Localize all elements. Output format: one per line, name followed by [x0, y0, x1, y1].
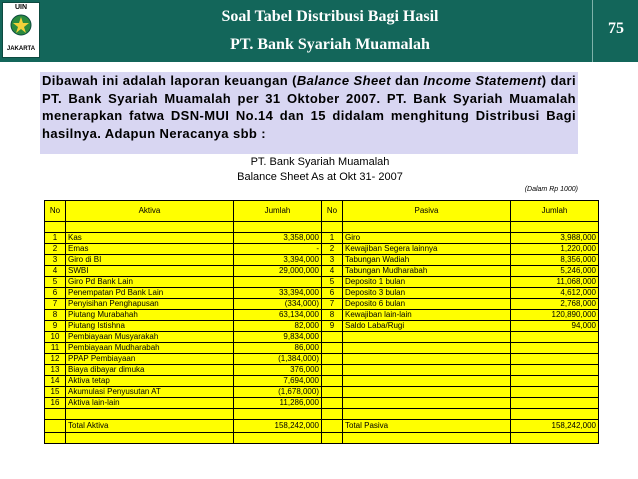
- row-aktiva: Penyisihan Penghapusan: [66, 299, 234, 310]
- row-aktiva: Kas: [66, 233, 234, 244]
- row-aktiva: Piutang Istishna: [66, 321, 234, 332]
- row-no-pasiva: 8: [322, 310, 343, 321]
- row-no-pasiva: 1: [322, 233, 343, 244]
- balance-sheet-table: [44, 200, 599, 444]
- row-aktiva: Emas: [66, 244, 234, 255]
- row-no-pasiva: 4: [322, 266, 343, 277]
- row-jumlah-pasiva: 1,220,000: [511, 244, 599, 255]
- row-jumlah-pasiva: 120,890,000: [511, 310, 599, 321]
- balance-sheet-date: Balance Sheet As at Okt 31- 2007: [237, 171, 403, 183]
- row-pasiva: Deposito 6 bulan: [343, 299, 511, 310]
- row-pasiva: [343, 376, 511, 387]
- row-no-aktiva: 2: [45, 244, 66, 255]
- header-aktiva: Aktiva: [66, 201, 234, 222]
- row-jumlah-aktiva: 29,000,000: [234, 266, 322, 277]
- row-jumlah-pasiva: [511, 398, 599, 409]
- row-aktiva: Giro di BI: [66, 255, 234, 266]
- emblem-icon: [10, 14, 32, 36]
- slide-title-line1: Soal Tabel Distribusi Bagi Hasil: [221, 8, 439, 25]
- row-jumlah-pasiva: [511, 376, 599, 387]
- row-pasiva: Deposito 1 bulan: [343, 277, 511, 288]
- row-jumlah-aktiva: 376,000: [234, 365, 322, 376]
- row-no-pasiva: [322, 343, 343, 354]
- currency-unit-note: (Dalam Rp 1000): [524, 186, 578, 193]
- table-row: [45, 398, 599, 409]
- row-jumlah-aktiva: (1,678,000): [234, 387, 322, 398]
- row-aktiva: Akumulasi Penyusutan AT: [66, 387, 234, 398]
- table-row: [45, 310, 599, 321]
- table-row: [45, 332, 599, 343]
- row-aktiva: Aktiva tetap: [66, 376, 234, 387]
- total-aktiva-value: 158,242,000: [234, 420, 322, 433]
- logo-top-text: UIN: [14, 4, 28, 11]
- row-no-aktiva: 13: [45, 365, 66, 376]
- row-jumlah-aktiva: (1,384,000): [234, 354, 322, 365]
- row-no-aktiva: 16: [45, 398, 66, 409]
- table-row: [45, 376, 599, 387]
- table-row: [45, 343, 599, 354]
- intro-text-end: ) dari PT. Bank Syariah Muamalah per 31 Oktober 2007. PT. Bank Syariah Muamalah menerapkan fatwa DSN-MUI No.14 dan 15 didalam menghitung Distribusi Bagi hasilnya. Adapun Neracanya sbb :: [42, 73, 577, 141]
- intro-text-start: Dibawah ini adalah laporan keuangan (: [42, 73, 297, 88]
- row-jumlah-pasiva: 5,246,000: [511, 266, 599, 277]
- page-number: 75: [608, 20, 624, 37]
- row-aktiva: Giro Pd Bank Lain: [66, 277, 234, 288]
- table-header-row: [45, 201, 599, 222]
- row-no-aktiva: 14: [45, 376, 66, 387]
- row-no-pasiva: 3: [322, 255, 343, 266]
- row-no-pasiva: 9: [322, 321, 343, 332]
- total-pasiva-value: 158,242,000: [511, 420, 599, 433]
- row-no-pasiva: 7: [322, 299, 343, 310]
- row-jumlah-pasiva: [511, 332, 599, 343]
- totals-no-pasiva: [322, 420, 343, 433]
- row-pasiva: Saldo Laba/Rugi: [343, 321, 511, 332]
- table-row: [45, 288, 599, 299]
- row-no-aktiva: 8: [45, 310, 66, 321]
- row-pasiva: [343, 332, 511, 343]
- row-aktiva: PPAP Pembiayaan: [66, 354, 234, 365]
- row-jumlah-pasiva: 94,000: [511, 321, 599, 332]
- row-no-aktiva: 7: [45, 299, 66, 310]
- header-jumlah-aktiva: Jumlah: [234, 201, 322, 222]
- row-no-aktiva: 4: [45, 266, 66, 277]
- row-no-pasiva: [322, 332, 343, 343]
- total-aktiva-label: Total Aktiva: [66, 420, 234, 433]
- slide-title-line2: PT. Bank Syariah Muamalah: [230, 36, 430, 53]
- university-logo: [2, 2, 40, 58]
- table-row: [45, 233, 599, 244]
- row-jumlah-aktiva: 86,000: [234, 343, 322, 354]
- spacer-row: [45, 222, 599, 233]
- row-jumlah-pasiva: 3,988,000: [511, 233, 599, 244]
- row-jumlah-pasiva: [511, 343, 599, 354]
- row-no-aktiva: 10: [45, 332, 66, 343]
- table-row: [45, 387, 599, 398]
- row-jumlah-pasiva: 11,068,000: [511, 277, 599, 288]
- row-pasiva: [343, 343, 511, 354]
- row-pasiva: Deposito 3 bulan: [343, 288, 511, 299]
- row-jumlah-aktiva: -: [234, 244, 322, 255]
- row-no-aktiva: 5: [45, 277, 66, 288]
- row-no-pasiva: [322, 387, 343, 398]
- table-row: [45, 365, 599, 376]
- row-aktiva: Biaya dibayar dimuka: [66, 365, 234, 376]
- row-no-pasiva: 6: [322, 288, 343, 299]
- row-jumlah-aktiva: 3,394,000: [234, 255, 322, 266]
- table-row: [45, 321, 599, 332]
- title-bar: [0, 0, 638, 62]
- row-aktiva: SWBI: [66, 266, 234, 277]
- table-row: [45, 299, 599, 310]
- row-no-pasiva: [322, 354, 343, 365]
- intro-italic-income-statement: Income Statement: [423, 73, 542, 88]
- row-aktiva: Aktiva lain-lain: [66, 398, 234, 409]
- header-pasiva: Pasiva: [343, 201, 511, 222]
- row-no-pasiva: 5: [322, 277, 343, 288]
- row-pasiva: [343, 354, 511, 365]
- row-pasiva: [343, 365, 511, 376]
- row-jumlah-pasiva: [511, 387, 599, 398]
- table-row: [45, 354, 599, 365]
- row-no-pasiva: [322, 376, 343, 387]
- row-no-aktiva: 3: [45, 255, 66, 266]
- table-row: [45, 277, 599, 288]
- row-jumlah-aktiva: [234, 277, 322, 288]
- totals-row: [45, 420, 599, 433]
- header-no-aktiva: No: [45, 201, 66, 222]
- row-pasiva: Kewajiban lain-lain: [343, 310, 511, 321]
- row-jumlah-aktiva: 82,000: [234, 321, 322, 332]
- row-jumlah-pasiva: 4,612,000: [511, 288, 599, 299]
- row-jumlah-aktiva: 9,834,000: [234, 332, 322, 343]
- row-jumlah-aktiva: 3,358,000: [234, 233, 322, 244]
- row-pasiva: [343, 398, 511, 409]
- table-row: [45, 244, 599, 255]
- row-no-aktiva: 9: [45, 321, 66, 332]
- row-aktiva: Piutang Murabahah: [66, 310, 234, 321]
- row-aktiva: Pembiayaan Mudharabah: [66, 343, 234, 354]
- row-jumlah-aktiva: 11,286,000: [234, 398, 322, 409]
- row-no-aktiva: 15: [45, 387, 66, 398]
- logo-bottom-text: JAKARTA: [6, 46, 36, 52]
- totals-no-aktiva: [45, 420, 66, 433]
- row-aktiva: Penempatan Pd Bank Lain: [66, 288, 234, 299]
- row-pasiva: Giro: [343, 233, 511, 244]
- row-jumlah-aktiva: 33,394,000: [234, 288, 322, 299]
- row-jumlah-aktiva: (334,000): [234, 299, 322, 310]
- row-no-pasiva: [322, 398, 343, 409]
- row-no-pasiva: 2: [322, 244, 343, 255]
- row-jumlah-pasiva: [511, 354, 599, 365]
- header-no-pasiva: No: [322, 201, 343, 222]
- total-pasiva-label: Total Pasiva: [343, 420, 511, 433]
- row-jumlah-pasiva: 2,768,000: [511, 299, 599, 310]
- row-no-aktiva: 1: [45, 233, 66, 244]
- spacer-row: [45, 433, 599, 444]
- row-jumlah-pasiva: 8,356,000: [511, 255, 599, 266]
- row-aktiva: Pembiayaan Musyarakah: [66, 332, 234, 343]
- row-jumlah-aktiva: 63,134,000: [234, 310, 322, 321]
- intro-italic-balance-sheet: Balance Sheet: [296, 73, 391, 88]
- intro-text-mid: dan: [390, 73, 424, 88]
- header-jumlah-pasiva: Jumlah: [511, 201, 599, 222]
- intro-paragraph: [40, 72, 578, 154]
- row-no-aktiva: 12: [45, 354, 66, 365]
- header-divider: [592, 0, 593, 62]
- row-jumlah-pasiva: [511, 365, 599, 376]
- row-no-pasiva: [322, 365, 343, 376]
- row-no-aktiva: 11: [45, 343, 66, 354]
- balance-sheet-company: PT. Bank Syariah Muamalah: [250, 156, 390, 168]
- row-pasiva: Tabungan Wadiah: [343, 255, 511, 266]
- row-pasiva: [343, 387, 511, 398]
- row-no-aktiva: 6: [45, 288, 66, 299]
- row-pasiva: Tabungan Mudharabah: [343, 266, 511, 277]
- spacer-row: [45, 409, 599, 420]
- table-row: [45, 266, 599, 277]
- table-row: [45, 255, 599, 266]
- row-jumlah-aktiva: 7,694,000: [234, 376, 322, 387]
- row-pasiva: Kewajiban Segera lainnya: [343, 244, 511, 255]
